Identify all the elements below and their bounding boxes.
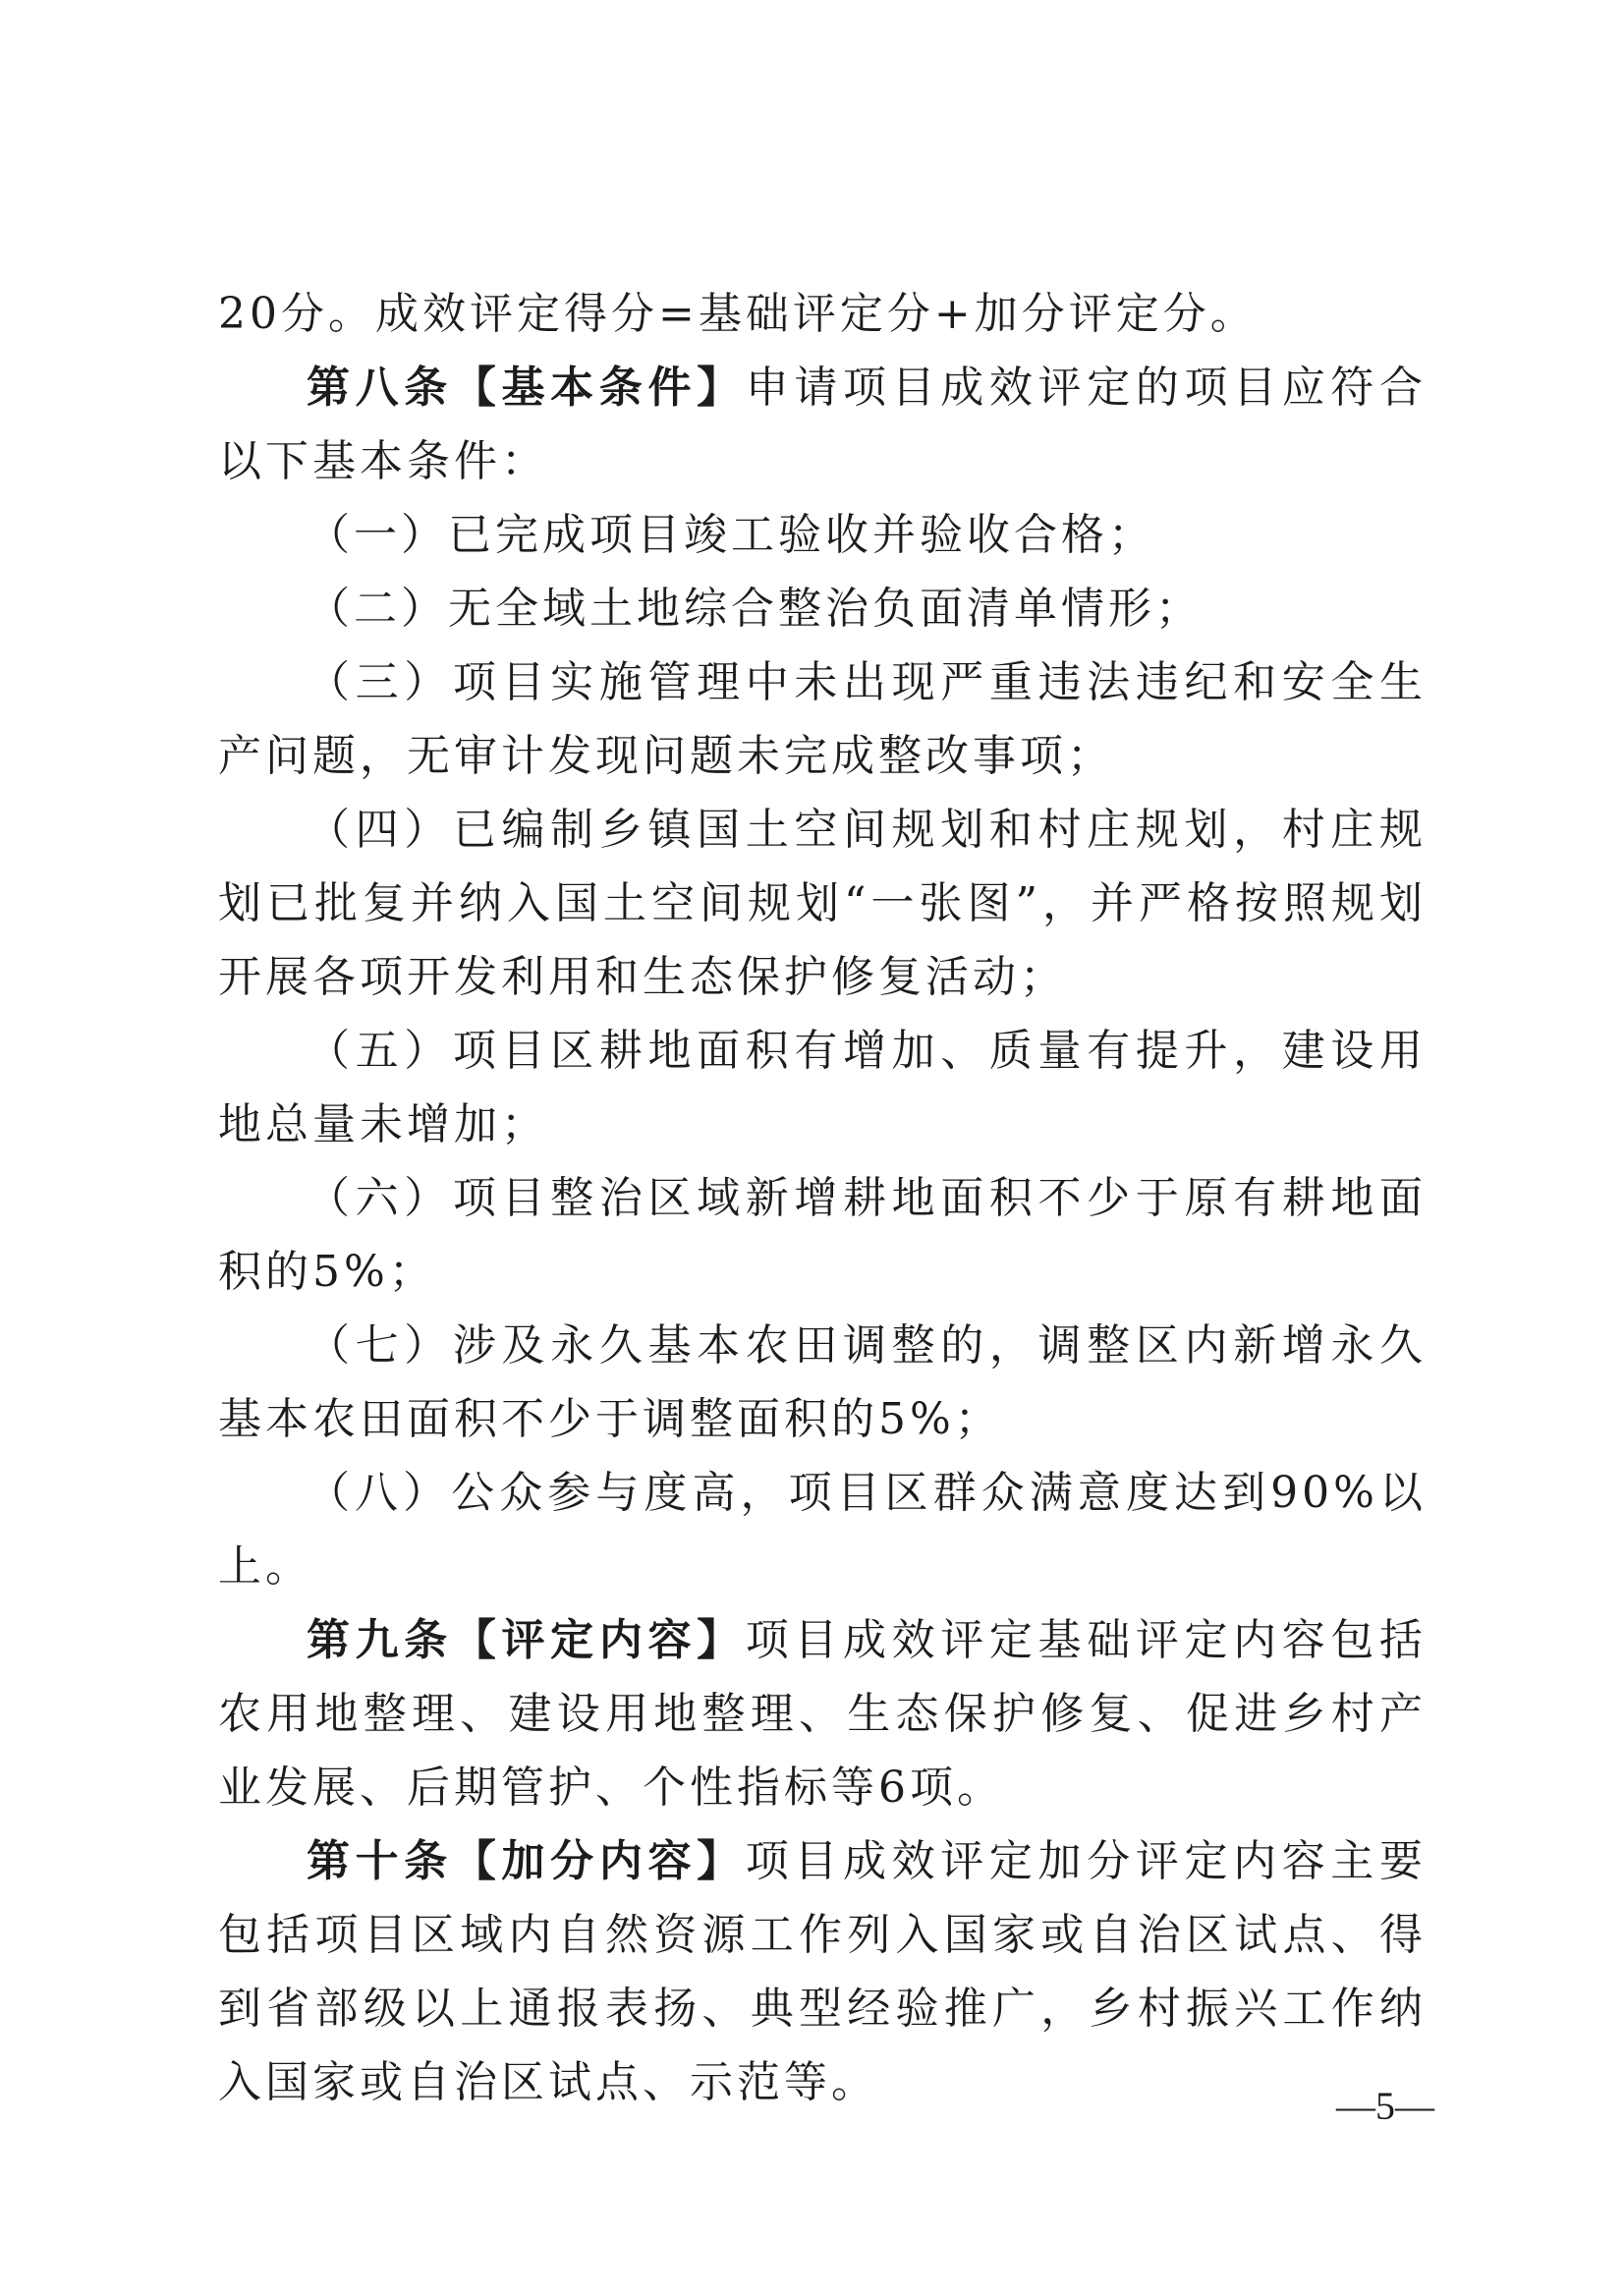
article-9-paragraph <box>218 1603 1427 1824</box>
article-9-body: 项目成效评定基础评定内容包括农用地整理、建设用地整理、生态保护修复、促进乡村产业发展、后期管护、个性指标等6项。 <box>218 1615 1428 1813</box>
article-10-body: 项目成效评定加分评定内容主要包括项目区域内自然资源工作列入国家或自治区试点、得到省部级以上通报表扬、典型经验推广，乡村振兴工作纳入国家或自治区试点、示范等。 <box>218 1836 1428 2107</box>
condition-item-2: （二）无全域土地综合整治负面清单情形； <box>307 584 1203 634</box>
article-10-paragraph <box>218 1824 1427 2119</box>
article-8-body: 申请项目成效评定的项目应符合以下基本条件： <box>218 363 1428 486</box>
page-number: —5— <box>1336 2084 1434 2128</box>
article-8-heading: 第八条【基本条件】 <box>307 363 746 413</box>
article-9-heading: 第九条【评定内容】 <box>307 1615 746 1665</box>
article-8-paragraph <box>218 351 1427 498</box>
condition-item-1: （一）已完成项目竣工验收并验收合格； <box>307 510 1155 560</box>
condition-item-4: （四）已编制乡镇国土空间规划和村庄规划，村庄规划已批复并纳入国土空间规划“一张图”，并严格按照规划开展各项开发利用和生态保护修复活动； <box>218 805 1427 1002</box>
condition-item-7: （七）涉及永久基本农田调整的，调整区内新增永久基本农田面积不少于调整面积的5%； <box>218 1320 1427 1444</box>
condition-item-8: （八）公众参与度高，项目区群众满意度达到90%以上。 <box>218 1468 1427 1592</box>
condition-item-5: （五）项目区耕地面积有增加、质量有提升，建设用地总量未增加； <box>218 1026 1427 1149</box>
document-body <box>218 277 1427 2119</box>
condition-item-6: （六）项目整治区域新增耕地面积不少于原有耕地面积的5%； <box>218 1173 1427 1297</box>
lead-line: 20分。成效评定得分=基础评定分+加分评定分。 <box>218 289 1258 339</box>
article-10-heading: 第十条【加分内容】 <box>307 1836 746 1886</box>
condition-item-3: （三）项目实施管理中未出现严重违法违纪和安全生产问题，无审计发现问题未完成整改事项； <box>218 657 1427 781</box>
